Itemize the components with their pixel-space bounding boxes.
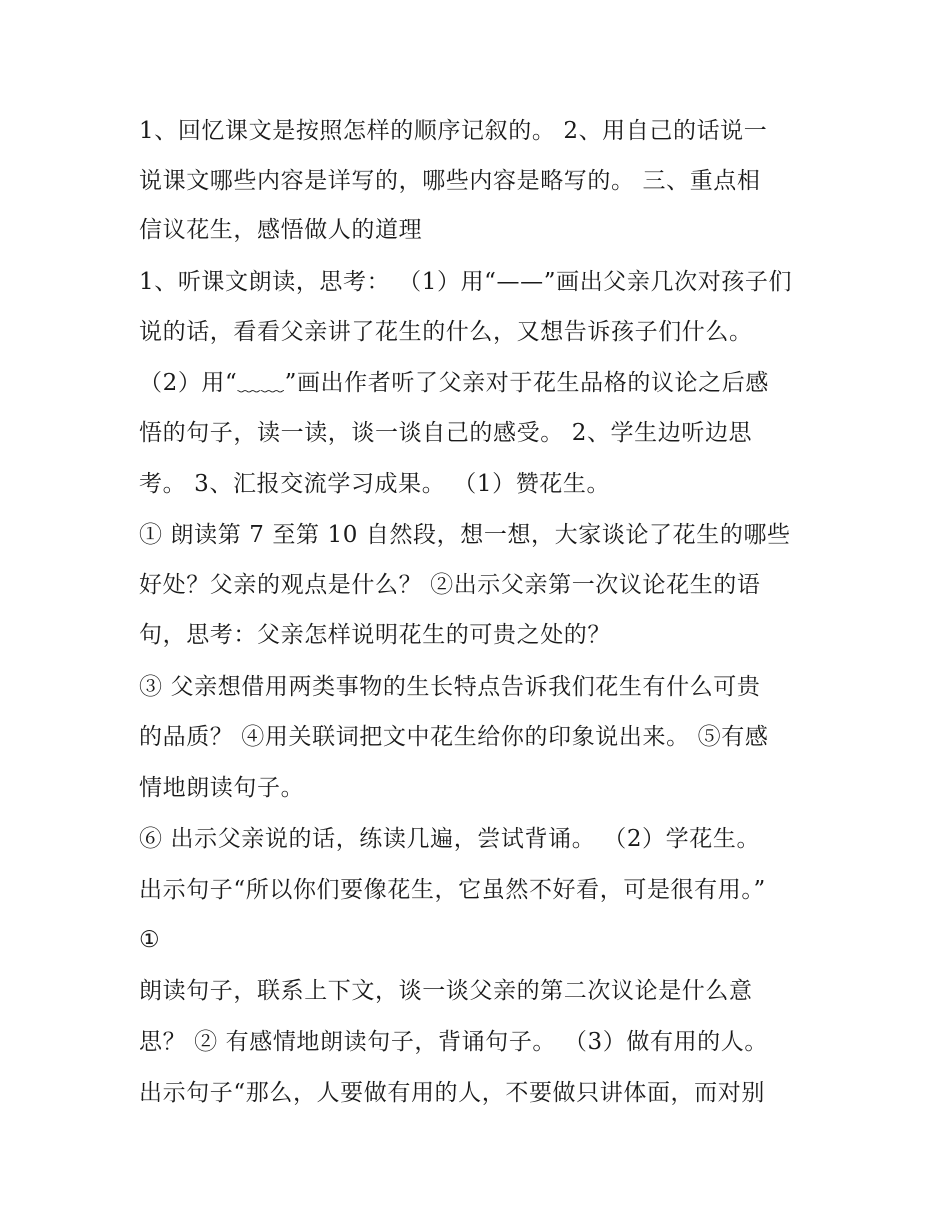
text-line-7: 悟的句子，读一读，谈一谈自己的感受。 2、学生边听边思 (139, 420, 753, 446)
text-line-14: 情地朗读句子。 (139, 775, 305, 801)
text-line-3: 信议花生，感悟做人的道理 (139, 217, 423, 243)
text-line-20: 出示句子“那么，人要做有用的人，不要做只讲体面，而对别 (139, 1080, 765, 1106)
text-line-10: 好处？父亲的观点是什么？ ②出示父亲第一次议论花生的语 (139, 572, 761, 598)
text-line-2: 说课文哪些内容是详写的，哪些内容是略写的。 三、重点相 (139, 168, 761, 194)
text-line-6: （2）用“﹏﹏”画出作者听了父亲对于花生品格的议论之后感 (139, 370, 769, 396)
text-line-15: ⑥ 出示父亲说的话，练读几遍，尝试背诵。 （2）学花生。 (139, 826, 761, 852)
text-line-5: 说的话，看看父亲讲了花生的什么，又想告诉孩子们什么。 (139, 319, 753, 345)
text-line-8: 考。 3、汇报交流学习成果。 （1）赞花生。 (139, 471, 611, 497)
text-line-4: 1、听课文朗读，思考： （1）用“——”画出父亲几次对孩子们 (139, 269, 793, 295)
text-line-18: 朗读句子，联系上下文，谈一谈父亲的第二次议论是什么意 (139, 978, 753, 1004)
text-line-12: ③ 父亲想借用两类事物的生长特点告诉我们花生有什么可贵 (139, 674, 761, 700)
text-line-16: 出示句子“所以你们要像花生，它虽然不好看，可是很有用。” (139, 877, 766, 903)
text-line-17: ① (139, 927, 161, 953)
text-line-19: 思？ ② 有感情地朗读句子，背诵句子。 （3）做有用的人。 (139, 1029, 768, 1055)
text-line-11: 句，思考：父亲怎样说明花生的可贵之处的？ (139, 622, 611, 648)
text-line-9: ① 朗读第 7 至第 10 自然段，想一想，大家谈论了花生的哪些 (139, 522, 791, 548)
text-line-1: 1、回忆课文是按照怎样的顺序记叙的。 2、用自己的话说一 (139, 118, 768, 144)
text-line-13: 的品质？ ④用关联词把文中花生给你的印象说出来。 ⑤有感 (139, 724, 769, 750)
